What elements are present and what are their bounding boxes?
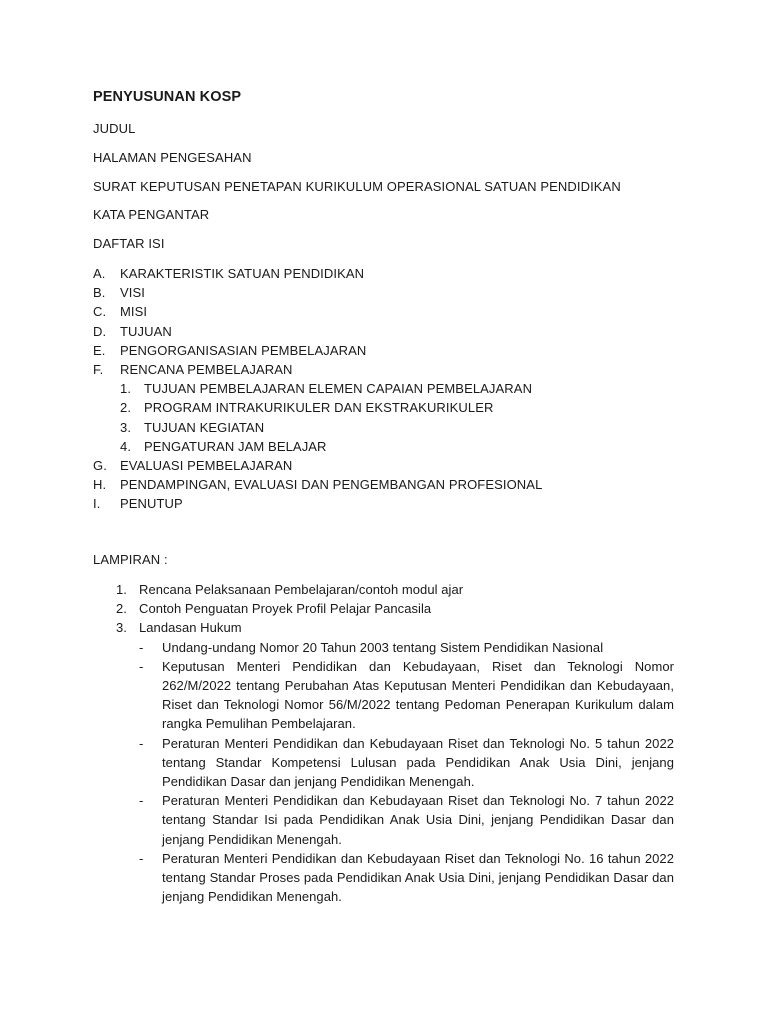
toc-sub-label: TUJUAN KEGIATAN	[144, 419, 265, 435]
toc-label: MISI	[120, 304, 148, 320]
toc-letter: B.	[93, 285, 106, 301]
heading-halaman-pengesahan: HALAMAN PENGESAHAN	[93, 150, 252, 165]
lampiran-list	[116, 580, 674, 906]
law-text: Keputusan Menteri Pendidikan dan Kebudayaan, Riset dan Teknologi Nomor 262/M/2022 tentang Perubahan Atas Keputusan Menteri Pendidikan dan Kebudayaan, Riset dan Teknologi Nomor 56/M/2022 tentang Pedoman Penerapan Kurikulum dalam rangka Pemulihan Pembelajaran.	[162, 658, 674, 732]
toc-item	[93, 283, 542, 302]
toc-sub-number: 3.	[120, 419, 132, 435]
lampiran-label: Rencana Pelaksanaan Pembelajaran/contoh modul ajar	[139, 582, 464, 597]
heading-daftar-isi: DAFTAR ISI	[93, 236, 165, 251]
law-text: Undang-undang Nomor 20 Tahun 2003 tentang Sistem Pendidikan Nasional	[162, 639, 604, 655]
heading-kata-pengantar: KATA PENGANTAR	[93, 207, 210, 222]
toc-item	[93, 264, 542, 283]
lampiran-number: 2.	[116, 601, 127, 617]
toc-label: KARAKTERISTIK SATUAN PENDIDIKAN	[120, 266, 365, 281]
law-item	[116, 734, 674, 792]
lampiran-label: Landasan Hukum	[139, 620, 242, 636]
lampiran-item	[116, 580, 674, 599]
toc-label: PENDAMPINGAN, EVALUASI DAN PENGEMBANGAN PROFESIONAL	[120, 477, 543, 493]
toc-label: PENGORGANISASIAN PEMBELAJARAN	[120, 342, 367, 358]
dash-bullet: -	[139, 850, 144, 866]
toc-letter: E.	[93, 342, 106, 358]
law-item	[116, 849, 674, 907]
lampiran-label: Contoh Penguatan Proyek Profil Pelajar Pancasila	[139, 601, 432, 617]
toc-label: PENUTUP	[120, 496, 183, 512]
dash-bullet: -	[139, 658, 144, 674]
toc-sub-label: PROGRAM INTRAKURIKULER DAN EKSTRAKURIKULER	[144, 400, 494, 416]
dash-bullet: -	[139, 735, 144, 751]
law-item	[116, 791, 674, 849]
dash-bullet: -	[139, 639, 144, 655]
toc-subitem	[93, 379, 542, 398]
dash-bullet: -	[139, 793, 144, 809]
law-text: Peraturan Menteri Pendidikan dan Kebudayaan Riset dan Teknologi No. 7 tahun 2022 tentang Standar Isi pada Pendidikan Anak Usia Dini, jenjang Pendidikan Dasar dan jenjang Pendidikan Menengah.	[162, 793, 674, 847]
toc-letter: D.	[93, 323, 107, 339]
toc-item	[93, 475, 542, 494]
toc-subitem	[93, 418, 542, 437]
toc-sub-number: 4.	[120, 438, 132, 454]
law-item	[116, 638, 674, 657]
toc-label: EVALUASI PEMBELAJARAN	[120, 457, 293, 473]
toc-item	[93, 360, 542, 379]
document-title: PENYUSUNAN KOSP	[93, 89, 242, 105]
toc-sub-label: PENGATURAN JAM BELAJAR	[144, 438, 327, 454]
toc-letter: A.	[93, 266, 106, 281]
toc-sub-label: TUJUAN PEMBELAJARAN ELEMEN CAPAIAN PEMBELAJARAN	[144, 381, 533, 397]
toc-label: VISI	[120, 285, 145, 301]
law-text: Peraturan Menteri Pendidikan dan Kebudayaan Riset dan Teknologi No. 16 tahun 2022 tentang Standar Proses pada Pendidikan Anak Usia Dini, jenjang Pendidikan Dasar dan jenjang Pendidikan Menengah.	[162, 850, 674, 905]
lampiran-item	[116, 599, 674, 618]
toc-letter: G.	[93, 457, 107, 473]
heading-surat-keputusan: SURAT KEPUTUSAN PENETAPAN KURIKULUM OPERASIONAL SATUAN PENDIDIKAN	[93, 179, 621, 194]
toc-label: RENCANA PEMBELAJARAN	[120, 361, 293, 377]
toc-item	[93, 494, 542, 513]
lampiran-number: 3.	[116, 620, 127, 636]
toc-item	[93, 456, 542, 475]
toc-letter: I.	[93, 496, 101, 512]
toc-letter: F.	[93, 361, 104, 377]
toc-sub-number: 1.	[120, 381, 132, 397]
table-of-contents	[93, 264, 542, 513]
lampiran-title: LAMPIRAN :	[93, 552, 168, 567]
law-item	[116, 657, 674, 734]
toc-letter: H.	[93, 477, 107, 493]
law-text: Peraturan Menteri Pendidikan dan Kebudayaan Riset dan Teknologi No. 5 tahun 2022 tentang Standar Kompetensi Lulusan pada Pendidikan Anak Usia Dini, jenjang Pendidikan Dasar dan jenjang Pendidikan Menengah.	[162, 735, 674, 789]
toc-letter: C.	[93, 304, 107, 320]
toc-item	[93, 341, 542, 360]
landasan-hukum-list	[116, 638, 674, 907]
toc-item	[93, 322, 542, 341]
toc-subitem	[93, 398, 542, 417]
lampiran-item	[116, 618, 674, 637]
heading-judul: JUDUL	[93, 121, 136, 136]
lampiran-number: 1.	[116, 582, 127, 597]
toc-sub-number: 2.	[120, 400, 132, 416]
toc-item	[93, 302, 542, 321]
toc-label: TUJUAN	[120, 323, 172, 339]
toc-subitem	[93, 437, 542, 456]
